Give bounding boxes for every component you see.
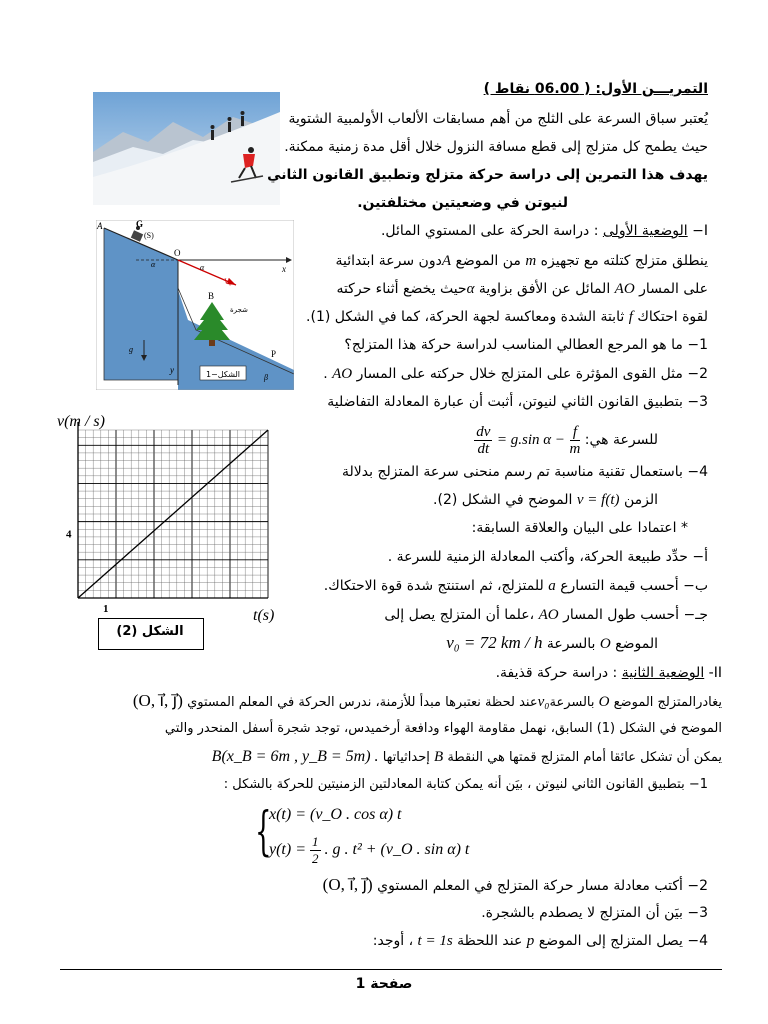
x-axis-label: x bbox=[282, 264, 286, 274]
point-P-label: P bbox=[271, 349, 277, 359]
point-O-symbol: O bbox=[599, 636, 611, 652]
text: عند اللحظة bbox=[457, 933, 523, 949]
text: ، أوجد: bbox=[372, 933, 414, 949]
part2-line-2: الموضح في الشكل (1) السابق، نهمل مقاومة الهواء ودافعة أرخميدس، توجد شجرة أسفل المنحدر والتي bbox=[164, 721, 722, 736]
part1-question-b bbox=[324, 577, 708, 595]
part1-question-4b bbox=[433, 491, 658, 509]
eq-part: . g . t² + (v_O . sin α) t bbox=[324, 841, 470, 859]
point-B-coordinates: B(x_B = 6m , y_B = 5m) . bbox=[211, 748, 379, 765]
beta-angle-label: β bbox=[264, 373, 268, 382]
frame-symbol: (O, i⃗, j⃗) bbox=[322, 875, 373, 894]
exercise-title: التمريـــن الأول: ( 06.00 نقاط ) bbox=[483, 81, 708, 97]
v0-value: v₀ = 72 km / h bbox=[446, 633, 543, 652]
alpha-angle-label: α bbox=[200, 263, 205, 272]
y-axis-label: y bbox=[170, 365, 174, 375]
text: للسرعة هي: bbox=[584, 432, 658, 448]
y-tick-label: 4 bbox=[66, 528, 72, 541]
text: على المسار bbox=[639, 281, 708, 297]
part2-question-1: 1− بتطبيق القانون الثاني لنيوتن ، بيَن أنه يمكن كتابة المعادلتين الزمنيتين للحركة بالشكل : bbox=[223, 777, 708, 792]
part2-question-2 bbox=[323, 876, 708, 895]
text: للمتزلج، ثم استنتج شدة قوة الاحتكاك. bbox=[323, 578, 544, 594]
part1-question-2: 2− مثل القوى المؤثرة على المتزلج خلال حركته على المسار AO . bbox=[323, 366, 708, 382]
text: عند لحظة نعتبرها مبدأ للأزمنة، ندرس الحركة في المعلم المستوي bbox=[187, 695, 538, 710]
eq-num: 1 bbox=[312, 834, 319, 849]
alpha-angle-label-2: α bbox=[151, 260, 156, 269]
part1-title: الوضعية الأولى bbox=[602, 223, 688, 239]
text: ثابتة الشدة ومعاكسة لجهة الحركة، كما في الشكل (1). bbox=[306, 309, 625, 325]
alpha-symbol: α bbox=[466, 281, 475, 297]
tree-label: شجرة bbox=[230, 306, 248, 314]
aim-line-1: يهدف هذا التمرين إلى دراسة حركة متزلج وتطبيق القانون الثاني bbox=[267, 167, 708, 183]
part1-question-a: أ− حدِّد طبيعة الحركة، وأكتب المعادلة الزمنية للسرعة . bbox=[387, 549, 708, 565]
part1-line-2 bbox=[336, 280, 708, 298]
eq-den: 2 bbox=[312, 851, 319, 866]
eq-den: m bbox=[569, 440, 581, 457]
figure-1-diagram bbox=[96, 220, 294, 390]
x-axis-label: t(s) bbox=[253, 607, 275, 623]
v0-label: V₀ bbox=[224, 277, 232, 286]
part1-question-1: 1− ما هو المرجع العطالي المناسب لدراسة حركة هذا المتزلج؟ bbox=[344, 337, 708, 353]
path-AO-symbol: AO bbox=[614, 281, 635, 297]
mass-symbol: m bbox=[525, 253, 537, 269]
friction-symbol: f bbox=[628, 309, 633, 325]
text: الزمن bbox=[623, 492, 658, 508]
part2-heading bbox=[496, 664, 722, 682]
skier-S-label: (S) bbox=[144, 231, 154, 240]
point-O-label: O bbox=[174, 248, 181, 258]
text: الموضع bbox=[615, 636, 658, 652]
figure-2-caption: الشكل (2) bbox=[116, 624, 184, 639]
point-G-label: G bbox=[136, 220, 144, 229]
part2-line-3 bbox=[212, 748, 722, 767]
point-O-symbol: O bbox=[598, 694, 610, 710]
equation-y bbox=[269, 834, 469, 867]
part1-number: I− bbox=[692, 223, 708, 239]
point-p-symbol: p bbox=[526, 933, 535, 949]
text: يمكن أن تشكل عائقا أمام المتزلج قمتها هي النقطة bbox=[447, 750, 722, 765]
part2-subtitle: : دراسة حركة قذيفة. bbox=[495, 665, 622, 681]
text: لقوة احتكاك bbox=[637, 309, 708, 325]
eq-num: f bbox=[570, 424, 581, 441]
eq-part: y(t) = bbox=[269, 841, 306, 859]
text: 2− أكتب معادلة مسار حركة المتزلج في المعلم المستوي bbox=[377, 878, 708, 894]
text: إحداثياتها bbox=[382, 750, 430, 765]
text: بالسرعة bbox=[546, 636, 596, 652]
part2-title: الوضعية الثانية bbox=[621, 665, 705, 681]
part1-line-1 bbox=[335, 252, 708, 270]
v0-symbol: v₀ bbox=[537, 694, 550, 710]
text: دون سرعة ابتدائية bbox=[335, 253, 442, 269]
point-A-label: A bbox=[97, 221, 103, 231]
path-AO-symbol: AO bbox=[538, 607, 559, 623]
part1-question-4: 4− باستعمال تقنية مناسبة تم رسم منحنى سرعة المتزلج بدلالة bbox=[342, 464, 708, 480]
velocity-time-chart bbox=[55, 408, 295, 623]
part1-subtitle: : دراسة الحركة على المستوي المائل. bbox=[380, 223, 603, 239]
footer-divider bbox=[60, 969, 722, 970]
text: جـ− أحسب طول المسار bbox=[563, 607, 708, 623]
aim-line-2: لنيوتن في وضعيتين مختلفتين. bbox=[357, 195, 568, 211]
part1-equation bbox=[474, 420, 658, 460]
point-B-symbol: B bbox=[434, 749, 444, 765]
part2-question-4 bbox=[373, 932, 708, 950]
text: حيث يخضع أثناء حركته bbox=[336, 281, 467, 297]
eq-num: dv bbox=[476, 423, 491, 440]
part1-star-note: * اعتمادا على البيان والعلاقة السابقة: bbox=[471, 520, 688, 536]
brace: { bbox=[255, 802, 272, 862]
text: 4− يصل المتزلج إلى الموضع bbox=[538, 933, 708, 949]
time-value: t = 1s bbox=[417, 933, 453, 949]
text: ،علما أن المتزلج يصل إلى bbox=[384, 607, 535, 623]
part2-question-3: 3− بيَن أن المتزلج لا يصطدم بالشجرة. bbox=[481, 905, 708, 921]
part2-number: II- bbox=[708, 665, 722, 681]
eq-mid: = g.sin α − bbox=[496, 432, 566, 448]
v-of-t: v = f(t) bbox=[576, 492, 620, 508]
skiing-photo bbox=[93, 92, 280, 205]
text: 2− مثل القوى المؤثرة على المتزلج خلال حركته على المسار bbox=[356, 366, 708, 382]
text: ينطلق متزلج كتلته مع تجهيزه bbox=[540, 253, 708, 269]
acceleration-symbol: a bbox=[548, 578, 556, 594]
figure-1-caption: الشكل−1 bbox=[205, 370, 241, 379]
eq-den: dt bbox=[477, 440, 490, 457]
point-B-label: B bbox=[208, 291, 215, 301]
text: يغادرالمتزلج الموضع bbox=[613, 695, 722, 710]
equations-of-motion bbox=[255, 800, 475, 870]
equation-x: x(t) = (v_O . cos α) t bbox=[269, 806, 402, 823]
part1-question-c bbox=[384, 606, 708, 624]
x-tick-label: 1 bbox=[103, 603, 109, 615]
part2-line-1 bbox=[133, 692, 722, 712]
intro-line-2: حيث يطمح كل متزلج إلى قطع مسافة النزول خلال أقل مدة زمنية ممكنة. bbox=[284, 139, 708, 155]
frame-symbol: (O, i⃗, j⃗) bbox=[132, 691, 183, 710]
path-AO-symbol: AO bbox=[332, 366, 353, 382]
part1-line-3 bbox=[306, 308, 708, 326]
text: ب− أحسب قيمة التسارع bbox=[560, 578, 708, 594]
text: من الموضع bbox=[455, 253, 521, 269]
part1-heading bbox=[381, 222, 708, 240]
intro-line-1: يُعتبر سباق السرعة على الثلج من أهم مسابقات الألعاب الأولمبية الشتوية bbox=[288, 111, 708, 127]
g-label: g bbox=[129, 345, 133, 354]
text: المائل عن الأفق بزاوية bbox=[478, 281, 611, 297]
page-number: صفحة 1 bbox=[355, 976, 413, 992]
part1-question-3: 3− بتطبيق القانون الثاني لنيوتن، أثبت أن عبارة المعادلة التفاضلية bbox=[327, 394, 708, 410]
differential-equation bbox=[474, 420, 580, 460]
text: الموضح في الشكل (2). bbox=[433, 492, 573, 508]
text: بالسرعة bbox=[549, 695, 595, 710]
point-A-symbol: A bbox=[441, 253, 452, 269]
part1-question-c2 bbox=[446, 634, 658, 653]
y-axis-label: v(m / s) bbox=[57, 413, 105, 430]
